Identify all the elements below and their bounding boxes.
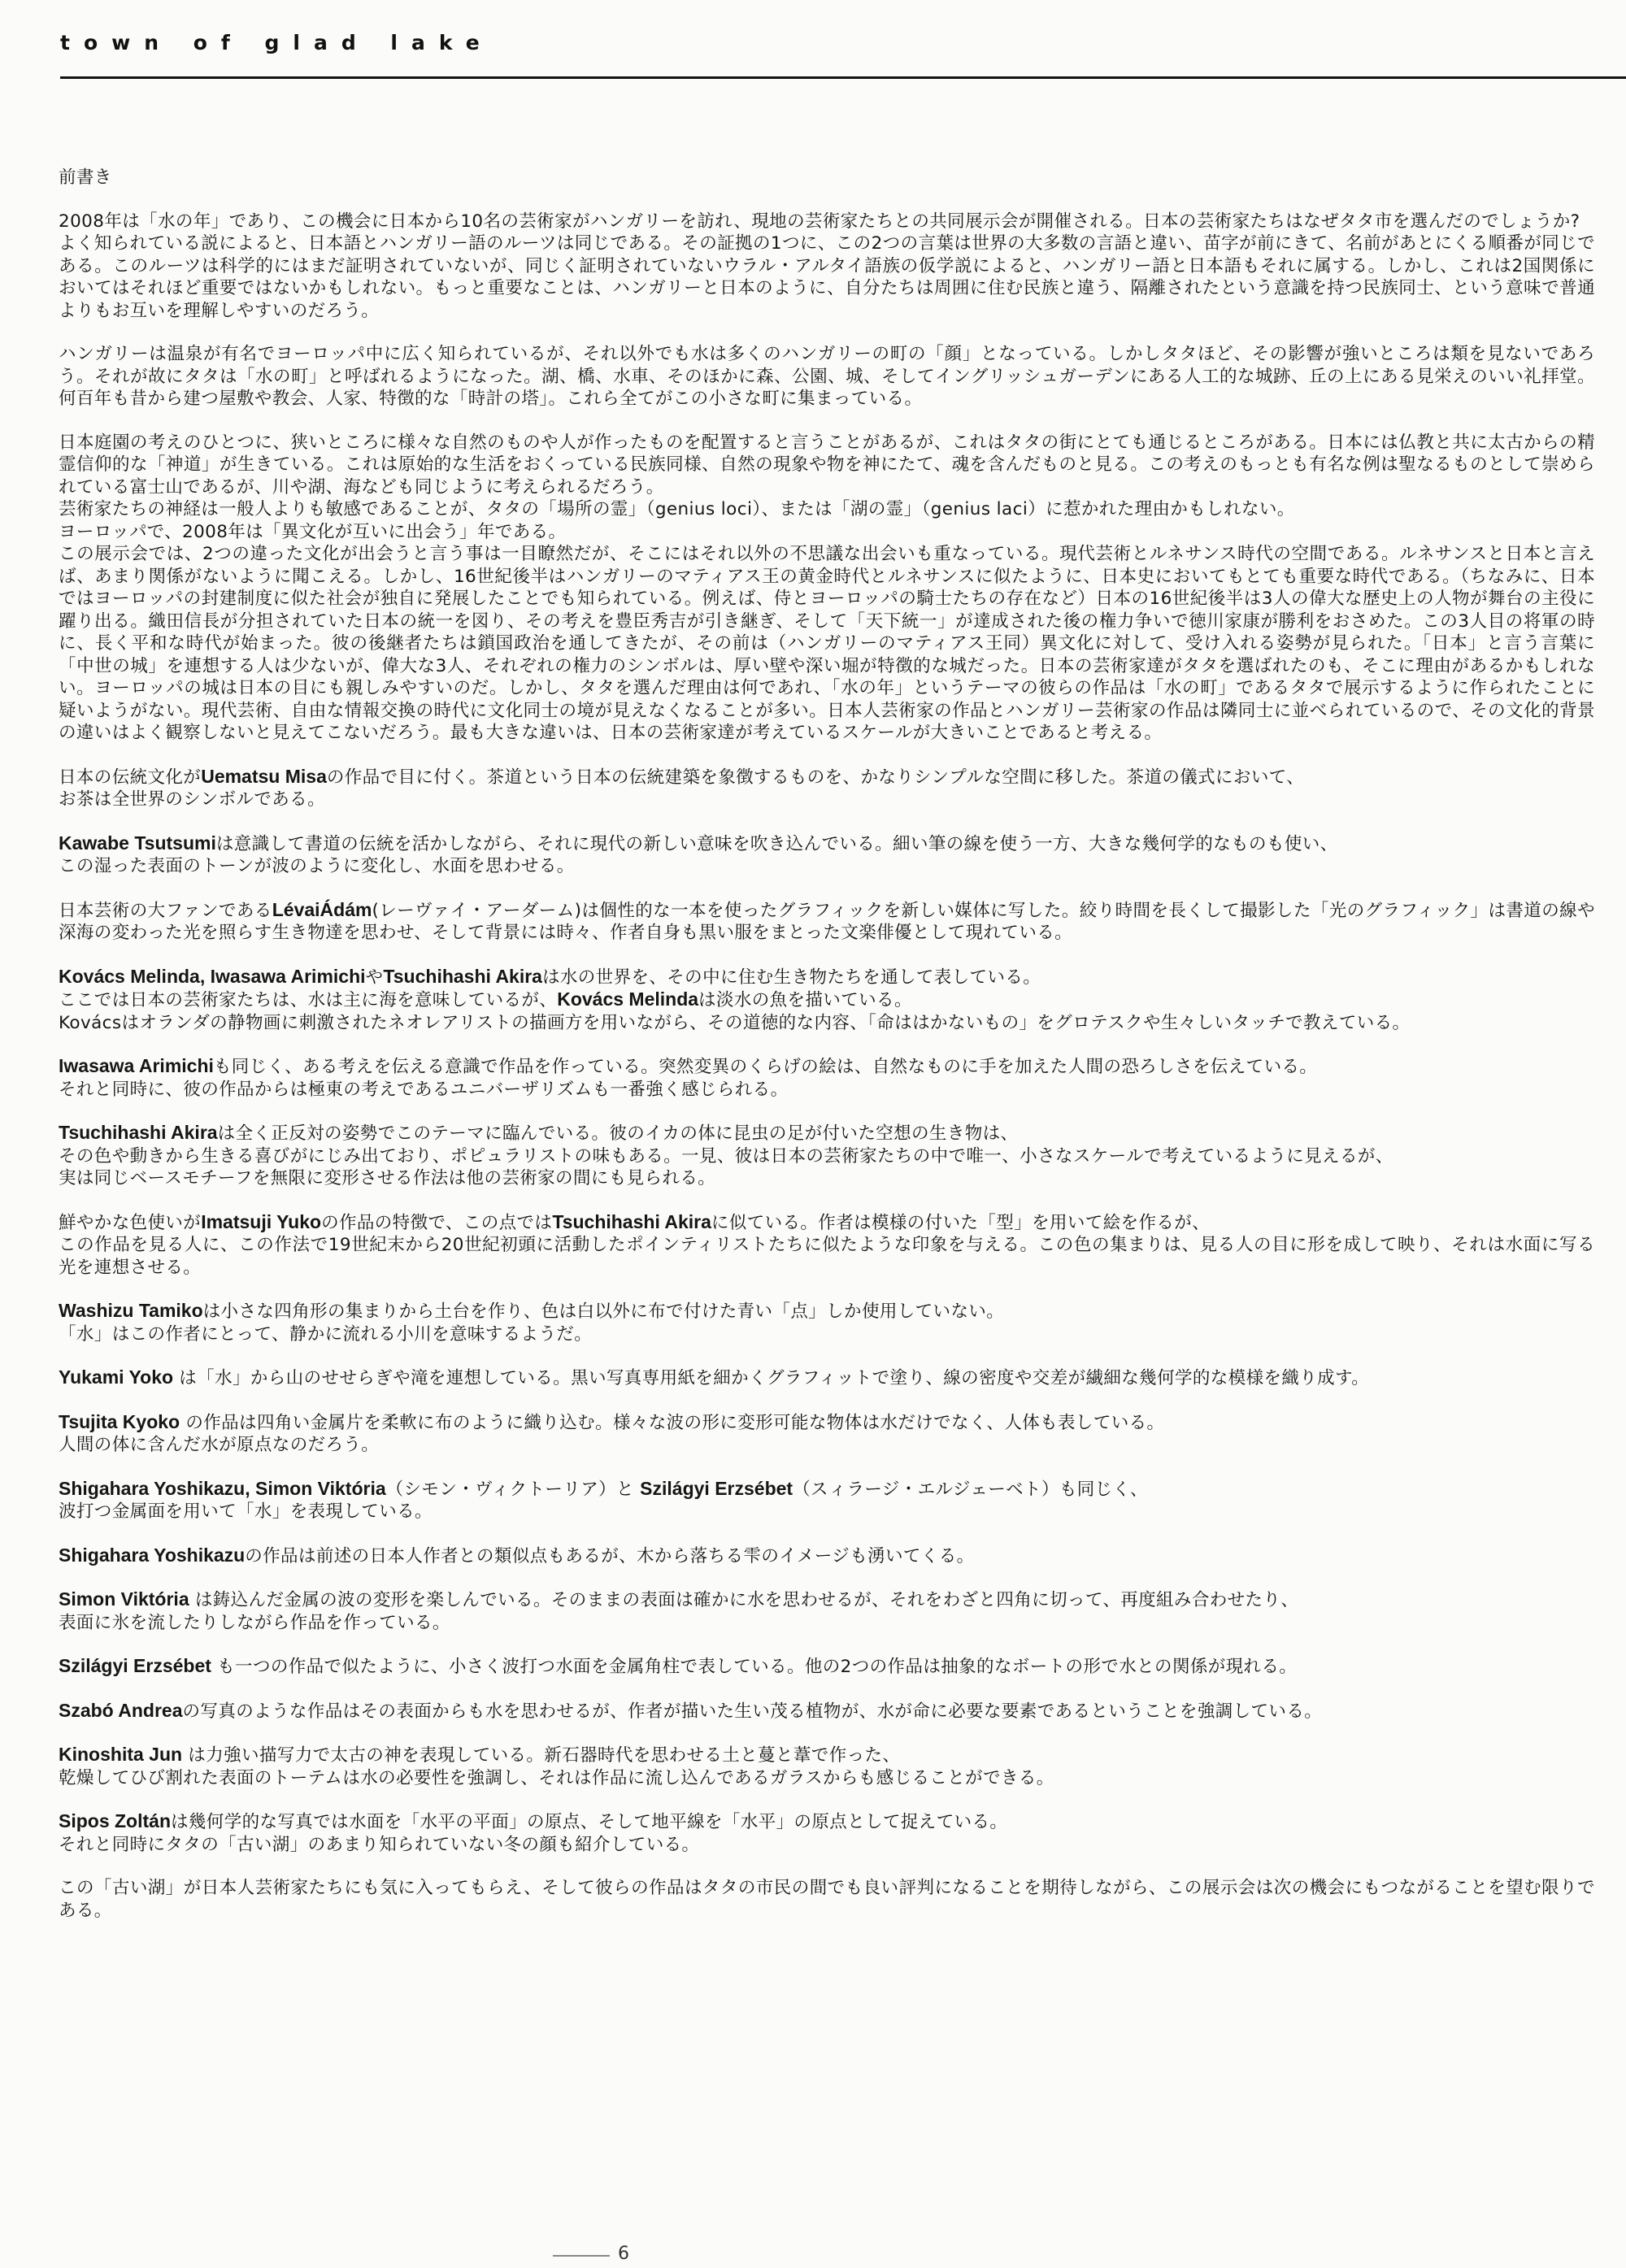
paragraph-tsuchihashi: Tsuchihashi Akiraは全く正反対の姿勢でこのテーマに臨んでいる。彼のイカの体に昆虫の足が付いた空想の生き物は、 その色や動きから生きる喜びがにじみ出ており、ポピュラリストの味もある。一見、彼は日本の芸術家たちの中で唯一、小さなスケールで考えているように見えるが、 実は同じベースモチーフを無限に変形させる作法は他の芸術家の間にも見られる。 — [59, 1122, 1393, 1188]
paragraph-levai: 日本芸術の大ファンであるLévaiÁdám(レーヴァイ・アーダーム)は個性的な一本を使ったグラフィックを新しい媒体に写した。絞り時間を長くして撮影した「光のグラフィック」は書道の線や深海の変わった光を照らす生き物達を思わせ、そして背景には時々、作者自身も黒い服をまとった文楽俳優として現れている。 — [59, 898, 1595, 943]
artist-name: Sipos Zoltán — [59, 1810, 171, 1831]
paragraph-kawabe: Kawabe Tsutsumiは意識して書道の伝統を活かしながら、それに現代の新しい意味を吹き込んでいる。細い筆の線を使う一方、大きな幾何学的なものも使い、 この湿った表面のトーンが波のように変化し、水面を思わせる。 — [59, 832, 1338, 876]
artist-name: Szilágyi Erzsébet — [640, 1477, 793, 1499]
paragraph-tata: ハンガリーは温泉が有名でヨーロッパ中に広く知られているが、それ以外でも水は多くのハンガリーの町の「顔」となっている。しかしタタほど、その影響が強いところは類を見ないであろう。それが故にタタは「水の町」と呼ばれるようになった。湖、橋、水車、そのほかに森、公園、城、そしてイングリッシュガーデンにある人工的な城跡、丘の上にある見栄えのいい礼拝堂。何百年も昔から建つ屋敷や教会、人家、特徴的な「時計の塔」。これら全てがこの小さな町に集まっている。 — [59, 344, 1595, 409]
page-header — [0, 0, 1626, 81]
artist-name: Tsuchihashi Akira — [383, 965, 542, 987]
paragraph-language: よく知られている説によると、日本語とハンガリー語のルーツは同じである。その証拠の1つに、この2つの言葉は世界の大多数の言語と違い、苗字が前にきて、名前があとにくる順番が同じである。このルーツは科学的にはまだ証明されていないが、同じく証明されていないウラル・アルタイ語族の仮学説によると、ハンガリー語と日本語もそれに属する。しかし、これは2国関係においてはそれほど重要ではないかもしれない。もっと重要なことは、ハンガリーと日本のように、自分たちは周囲に住む民族と違う、隔離されたという意識を持つ民族同士、という意味で普通よりもお互いを理解しやすいのだろう。 — [59, 233, 1595, 321]
preface-title: 前書き — [59, 167, 112, 188]
artist-name: LévaiÁdám — [272, 898, 372, 920]
paragraph-kovacs: Kovács Melinda, Iwasawa ArimichiやTsuchihashi Akiraは水の世界を、その中に住む生き物たちを通して表している。 ここでは日本の芸術家たちは、水は主に海を意味しているが、Kovács Melindaは淡水の魚を描いている。 Kovácsはオランダの静物画に刺激されたネオレアリストの描画方を用いながら、その道徳的な内容、「命ははかないもの」をグロテスクや生々しいタッチで教えている。 — [59, 965, 1411, 1033]
paragraph-year: ヨーロッパで、2008年は「異文化が互いに出会う」年である。 — [59, 521, 567, 542]
paragraph-garden: 日本庭園の考えのひとつに、狭いところに様々な自然のものや人が作ったものを配置すると言うことがあるが、これはタタの街にとても通じるところがある。日本には仏教と共に太古からの精霊信仰的な「神道」が生きている。これは原始的な生活をおくっている民族同様、自然の現象や物を神にたて、魂を含んだものと見る。この考えのもっとも有名な例は聖なるものとして崇められている富士山であるが、川や湖、海なども同じように考えられるだろう。 — [59, 432, 1595, 497]
page-footer — [0, 2227, 1626, 2268]
header-rule — [60, 76, 1626, 79]
artist-name: Szabó Andrea — [59, 1699, 183, 1721]
paragraph-closing: この「古い湖」が日本人芸術家たちにも気に入ってもらえ、そして彼らの作品はタタの市民の間でも良い評判になることを期待しながら、この展示会は次の機会にもつながることを望む限りである。 — [59, 1878, 1595, 1921]
artist-name: Tsuchihashi Akira — [552, 1210, 711, 1232]
artist-name: Yukami Yoko — [59, 1366, 174, 1388]
artist-name: Washizu Tamiko — [59, 1300, 203, 1321]
artist-name: Iwasawa Arimichi — [59, 1055, 214, 1076]
footer-rule — [553, 2255, 610, 2257]
page-number: 6 — [618, 2244, 629, 2264]
paragraph-washizu: Washizu Tamikoは小さな四角形の集まりから土台を作り、色は白以外に布で付けた青い「点」しか使用していない。 「水」はこの作者にとって、静かに流れる小川を意味するようだ。 — [59, 1300, 1005, 1345]
paragraph-uematsu: 日本の伝統文化がUematsu Misaの作品で目に付く。茶道という日本の伝統建築を象徴するものを、かなりシンプルな空間に移した。茶道の儀式において、 お茶は全世界のシンボルである。 — [59, 765, 1305, 810]
paragraph-genius-loci: 芸術家たちの神経は一般人よりも敏感であることが、タタの「場所の霊」（genius loci）、または「湖の霊」（genius laci）に惹かれた理由かもしれない。 — [59, 499, 1295, 519]
paragraph-szabo: Szabó Andreaの写真のような作品はその表面からも水を思わせるが、作者が描いた生い茂る植物が、水が命に必要な要素であるということを強調している。 — [59, 1699, 1323, 1722]
paragraph-intro: 2008年は「水の年」であり、この機会に日本から10名の芸術家がハンガリーを訪れ、現地の芸術家たちとの共同展示会が開催される。日本の芸術家たちはなぜタタ市を選んだのでしょうか? — [59, 211, 1580, 232]
artist-name: Kovács Melinda, Iwasawa Arimichi — [59, 965, 366, 987]
artist-name: Shigahara Yoshikazu — [59, 1544, 246, 1566]
paragraph-shigahara: Shigahara Yoshikazuの作品は前述の日本人作者との類似点もあるが、木から落ちる雫のイメージも湧いてくる。 — [59, 1544, 975, 1566]
paragraph-sipos: Sipos Zoltánは幾何学的な写真では水面を「水平の平面」の原点、そして地平線を「水平」の原点として捉えている。 それと同時にタタの「古い湖」のあまり知られていない冬の顔も紹介している。 — [59, 1810, 1008, 1855]
artist-name: Szilágyi Erzsébet — [59, 1655, 211, 1676]
paragraph-group: Shigahara Yoshikazu, Simon Viktória（シモン・ヴィクトーリア）と Szilágyi Erzsébet（スィラージ・エルジェーベト）も同じく、 波打つ金属面を用いて「水」を表現している。 — [59, 1477, 1148, 1522]
header-title: town of glad lake — [60, 31, 493, 54]
artist-name: Tsuchihashi Akira — [59, 1122, 218, 1143]
paragraph-yukami: Yukami Yoko は「水」から山のせせらぎや滝を連想している。黒い写真専用紙を細かくグラフィットで塗り、線の密度や交差が繊細な幾何学的な模様を織り成す。 — [59, 1366, 1370, 1388]
paragraph-imatsuji: 鮮やかな色使いがImatsuji Yukoの作品の特徴で、この点ではTsuchihashi Akiraに似ている。作者は模様の付いた「型」を用いて絵を作るが、 この作品を見る人に、この作法で19世紀末から20世紀初頭に活動したポインティリストたちに似たような印象を与える。この色の集まりは、見る人の目に形を成して映り、それは水面に写る光を連想させる。 — [59, 1210, 1595, 1278]
paragraph-iwasawa: Iwasawa Arimichiも同じく、ある考えを伝える意識で作品を作っている。突然変異のくらげの絵は、自然なものに手を加えた人間の恐ろしさを伝えている。 それと同時に、彼の作品からは極東の考えであるユニバーザリズムも一番強く感じられる。 — [59, 1055, 1318, 1100]
artist-name: Tsujita Kyoko — [59, 1410, 180, 1432]
artist-name: Kovács Melinda — [557, 988, 699, 1010]
artist-name: Imatsuji Yuko — [201, 1210, 322, 1232]
article-body — [59, 167, 1595, 1943]
paragraph-kinoshita: Kinoshita Jun は力強い描写力で太古の神を表現している。新石器時代を思わせる土と蔓と葦で作った、 乾燥してひび割れた表面のトーテムは水の必要性を強調し、それは作品に流し込んであるガラスからも感じることができる。 — [59, 1744, 1054, 1788]
artist-name: Simon Viktória — [59, 1588, 189, 1610]
artist-name: Kinoshita Jun — [59, 1744, 183, 1765]
paragraph-szilagyi: Szilágyi Erzsébet も一つの作品で似たように、小さく波打つ水面を金属角柱で表している。他の2つの作品は抽象的なボートの形で水との関係が現れる。 — [59, 1655, 1298, 1677]
paragraph-renaissance: この展示会では、2つの違った文化が出会うと言う事は一目瞭然だが、そこにはそれ以外の不思議な出会いも重なっている。現代芸術とルネサンス時代の空間である。ルネサンスと日本と言えば、あまり関係がないように聞こえる。しかし、16世紀後半はハンガリーのマティアス王の黄金時代とルネサンスに似たように、日本史においてもとても重要な時代である。（ちなみに、日本ではヨーロッパの封建制度に似た社会が独自に発展したことでも知られている。例えば、侍とヨーロッパの騎士たちの存在など）日本の16世紀後半は3人の偉大な歴史上の人物が舞台の主役に躍り出る。織田信長が分担されていた日本の統一を図り、その考えを豊臣秀吉が引き継ぎ、そして「天下統一」が達成された後の権力争いで徳川家康が勝利をおさめた。この3人目の将軍の時に、長く平和な時代が始まった。彼の後継者たちは鎖国政治を通してきたが、その前は（ハンガリーのマティアス王同）異文化に対して、受け入れる姿勢が見られた。「日本」と言う言葉に「中世の城」を連想する人は少ないが、偉大な3人、それぞれの権力のシンボルは、厚い壁や深い堀が特徴的な城だった。日本の芸術家達がタタを選ばれたのも、そこに理由があるかもしれない。ヨーロッパの城は日本の目にも親しみやすいのだ。しかし、タタを選んだ理由は何であれ、「水の年」というテーマの彼らの作品は「水の町」であるタタで展示するように作られたことに疑いようがない。現代芸術、自由な情報交換の時代に文化同士の境が見えなくなることが多い。日本人芸術家の作品とハンガリー芸術家の作品は隣同士に並べられているので、その文化的背景の違いはよく観察しないと見えてこないだろう。最も大きな違いは、日本の芸術家達が考えているスケールが大きいことであると考える。 — [59, 544, 1595, 743]
artist-name: Uematsu Misa — [201, 765, 327, 787]
paragraph-simon: Simon Viktória は鋳込んだ金属の波の変形を楽しんでいる。そのままの表面は確かに水を思わせるが、それをわざと四角に切って、再度組み合わせたり、 表面に氷を流したりしながら作品を作っている。 — [59, 1588, 1299, 1633]
artist-name: Shigahara Yoshikazu, Simon Viktória — [59, 1477, 386, 1499]
artist-name: Kawabe Tsutsumi — [59, 832, 216, 854]
paragraph-tsujita: Tsujita Kyoko の作品は四角い金属片を柔軟に布のように織り込む。様々な波の形に変形可能な物体は水だけでなく、人体も表している。 人間の体に含んだ水が原点なのだろう。 — [59, 1410, 1165, 1455]
